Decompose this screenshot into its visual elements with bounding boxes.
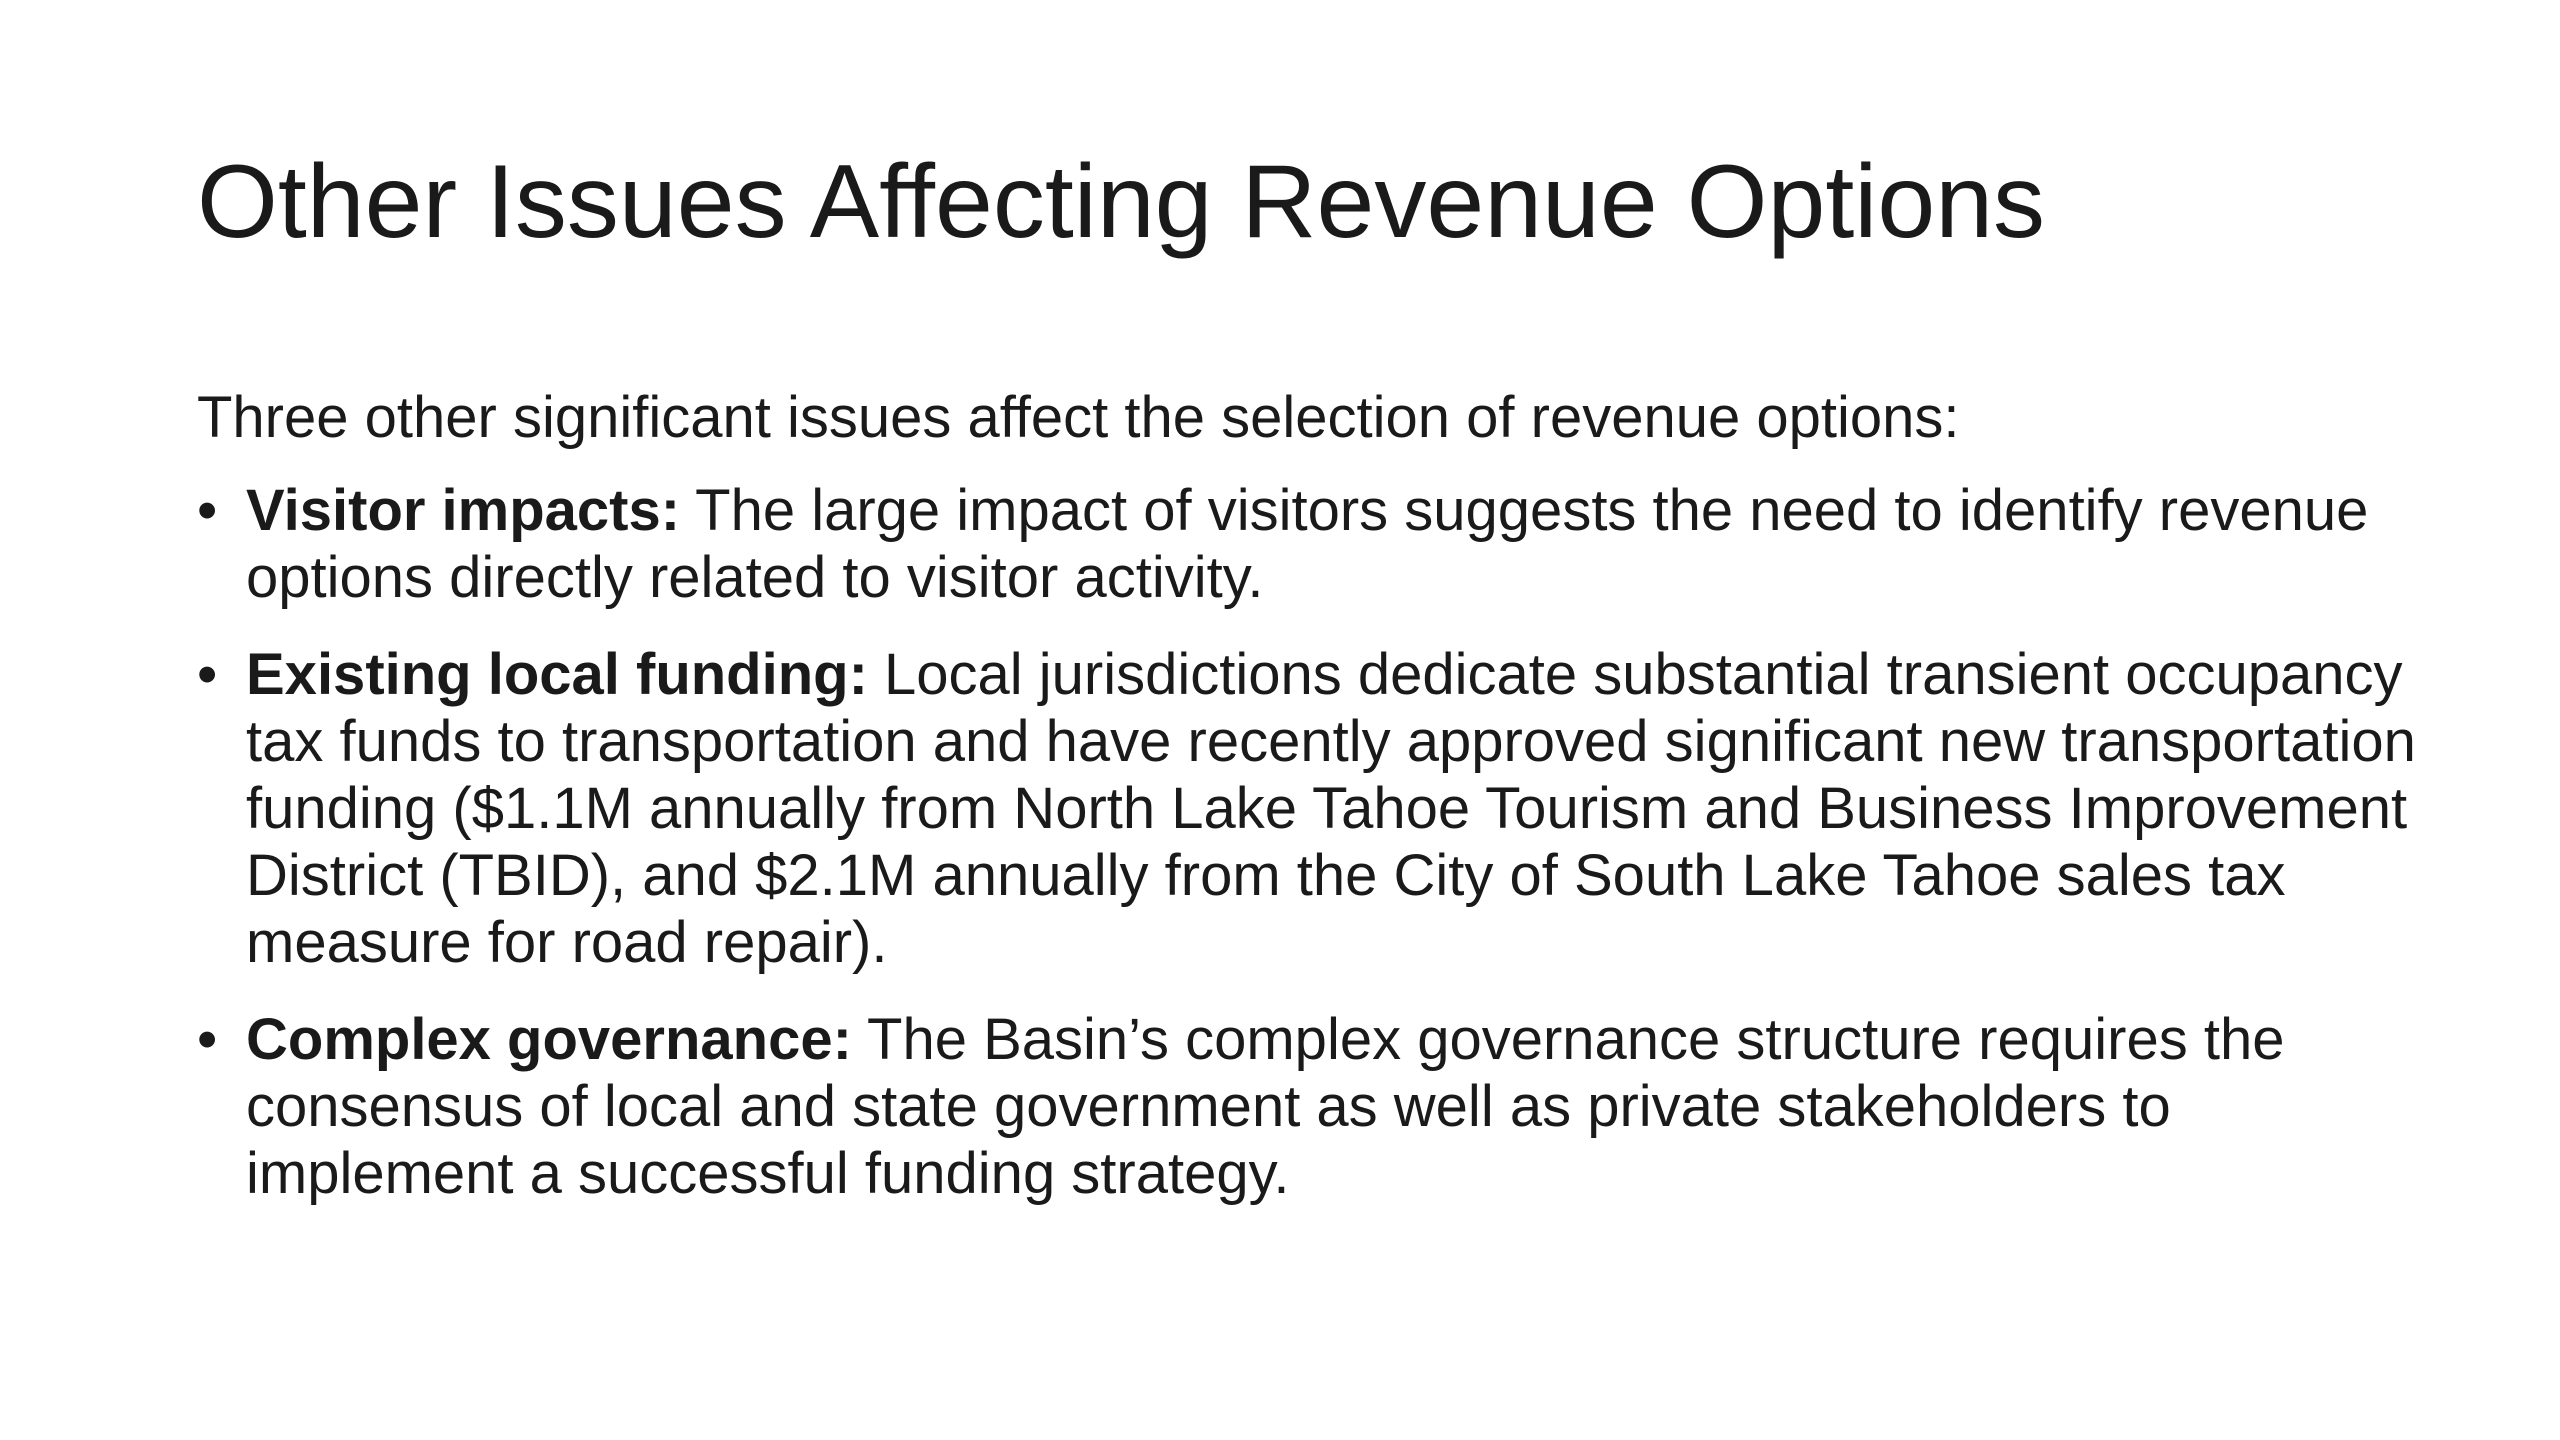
bullet-marker: • [197, 1007, 218, 1072]
bullet-item-visitor-impacts [197, 477, 2417, 611]
bullet-term: Existing local funding: [246, 642, 868, 707]
bullet-term: Complex governance: [246, 1007, 852, 1072]
bullet-term: Visitor impacts: [246, 478, 681, 543]
bullet-item-complex-governance [197, 1006, 2417, 1207]
bullet-text: The large impact of visitors suggests the need to identify revenue options directly related to visitor activity. [246, 478, 2369, 610]
slide-title: Other Issues Affecting Revenue Options [197, 144, 2046, 260]
bullet-text: The Basin’s complex governance structure requires the consensus of local and state government as well as private stakeholders to implement a successful funding strategy. [246, 1007, 2285, 1206]
slide-body [197, 384, 2417, 1237]
bullet-text: Local jurisdictions dedicate substantial transient occupancy tax funds to transportation and have recently approved significant new transportation funding ($1.1M annually from North Lake Tahoe Tourism and Business Improvement District (TBID), and $2.1M annually from the City of South Lake Tahoe sales tax measure for road repair). [246, 642, 2416, 975]
bullet-marker: • [197, 478, 218, 543]
intro-text: Three other significant issues affect the selection of revenue options: [197, 385, 1960, 450]
bullet-list [197, 477, 2417, 1207]
bullet-marker: • [197, 642, 218, 707]
bullet-item-existing-local-funding [197, 641, 2417, 976]
